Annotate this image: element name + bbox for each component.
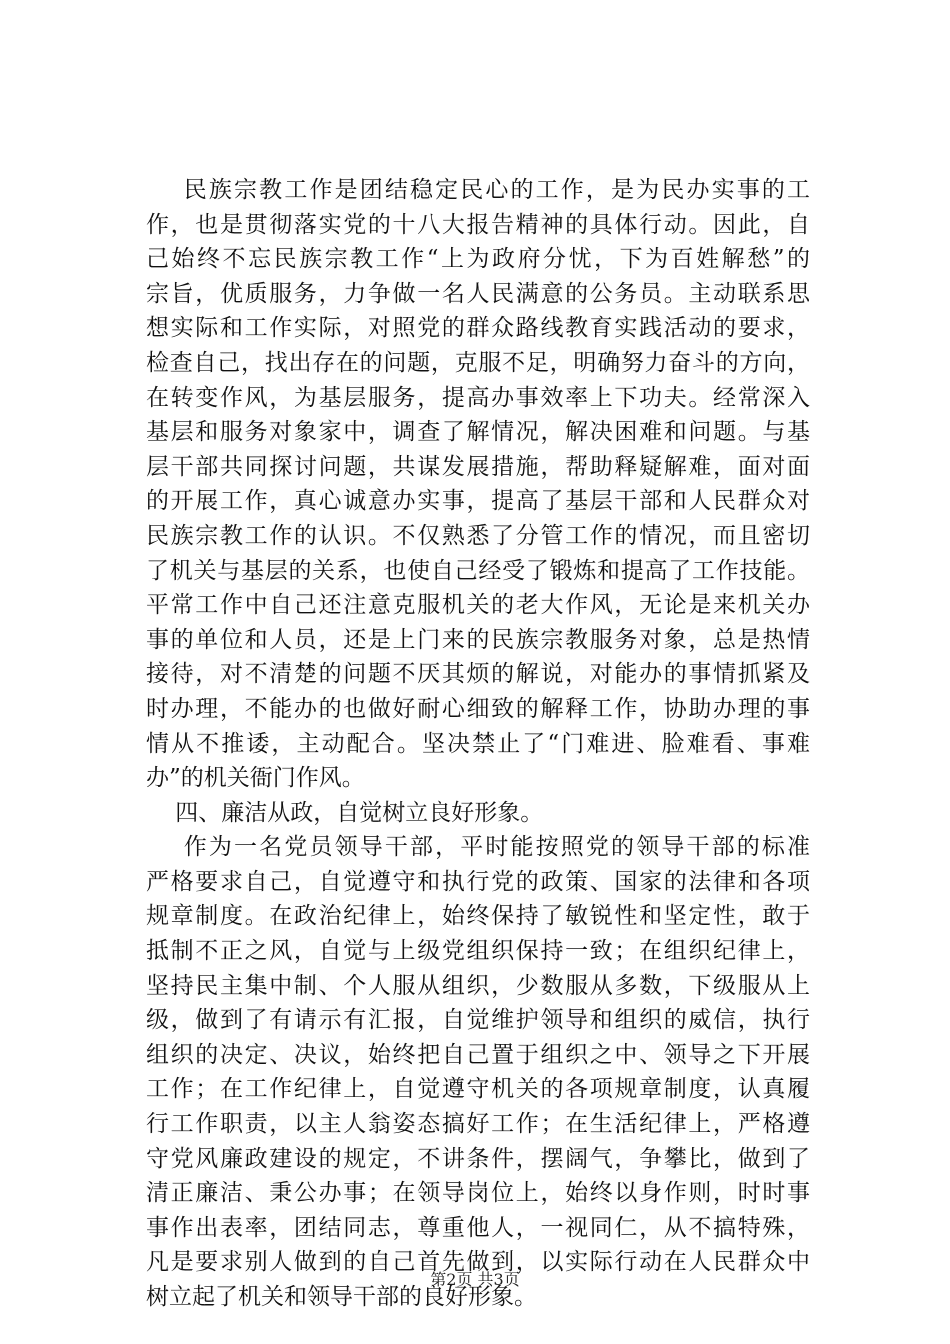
text-line: 想实际和工作实际，对照党的群众路线教育实践活动的要求， [146,315,812,342]
text-line: 抵制不正之风，自觉与上级党组织保持一致；在组织纪律上， [146,938,812,965]
text-line: 清正廉洁、秉公办事；在领导岗位上，始终以身作则，时时事 [146,1180,812,1207]
text-line: 树立起了机关和领导干部的良好形象。 [146,1284,537,1310]
text-line: 规章制度。在政治纪律上，始终保持了敏锐性和坚定性，敢于 [146,903,812,930]
text-line: 的开展工作，真心诚意办实事，提高了基层干部和人民群众对 [146,488,812,515]
body-text [146,173,813,1315]
text-line: 宗旨，优质服务，力争做一名人民满意的公务员。主动联系思 [146,280,812,307]
text-line: 作为一名党员领导干部，平时能按照党的领导干部的标准 [146,834,813,861]
text-line: 在转变作风，为基层服务，提高办事效率上下功夫。经常深入 [146,384,812,411]
text-line: 凡是要求别人做到的自己首先做到，以实际行动在人民群众中 [146,1249,812,1276]
text-line: 平常工作中自己还注意克服机关的老大作风，无论是来机关办 [146,592,812,619]
text-line: 了机关与基层的关系，也使自己经受了锻炼和提高了工作技能。 [146,557,811,584]
text-line: 组织的决定、决议，始终把自己置于组织之中、领导之下开展 [146,1041,812,1068]
text-line: 四、廉洁从政，自觉树立良好形象。 [146,799,544,826]
text-line: 行工作职责，以主人翁姿态搞好工作；在生活纪律上，严格遵 [146,1111,812,1138]
text-line: 事作出表率，团结同志，尊重他人，一视同仁，从不搞特殊， [146,1214,812,1241]
page-footer: 第2页 共3页 [430,1270,520,1289]
text-line: 层干部共同探讨问题，共谋发展措施，帮助释疑解难，面对面 [146,453,812,480]
text-line: 办”的机关衙门作风。 [146,765,365,792]
text-line: 民族宗教工作的认识。不仅熟悉了分管工作的情况，而且密切 [146,522,812,549]
text-line: 严格要求自己，自觉遵守和执行党的政策、国家的法律和各项 [146,868,812,895]
text-line: 己始终不忘民族宗教工作“上为政府分忧，下为百姓解愁”的 [146,246,813,273]
text-line: 级，做到了有请示有汇报，自觉维护领导和组织的威信，执行 [146,1007,812,1034]
text-line: 工作；在工作纪律上，自觉遵守机关的各项规章制度，认真履 [146,1076,812,1103]
text-line: 接待，对不清楚的问题不厌其烦的解说，对能办的事情抓紧及 [146,661,812,688]
text-line: 民族宗教工作是团结稳定民心的工作，是为民办实事的工 [146,177,813,203]
text-line: 情从不推诿，主动配合。坚决禁止了“门难进、脸难看、事难 [146,730,813,757]
text-line: 事的单位和人员，还是上门来的民族宗教服务对象，总是热情 [146,626,812,653]
text-line: 检查自己，找出存在的问题，克服不足，明确努力奋斗的方向， [146,349,811,376]
text-line: 作，也是贯彻落实党的十八大报告精神的具体行动。因此，自 [146,211,812,238]
text-line: 时办理，不能办的也做好耐心细致的解释工作，协助办理的事 [146,695,812,722]
text-line: 基层和服务对象家中，调查了解情况，解决困难和问题。与基 [146,419,812,446]
text-line: 坚持民主集中制、个人服从组织，少数服从多数，下级服从上 [146,972,812,999]
text-line: 守党风廉政建设的规定，不讲条件，摆阔气，争攀比，做到了 [146,1145,812,1172]
